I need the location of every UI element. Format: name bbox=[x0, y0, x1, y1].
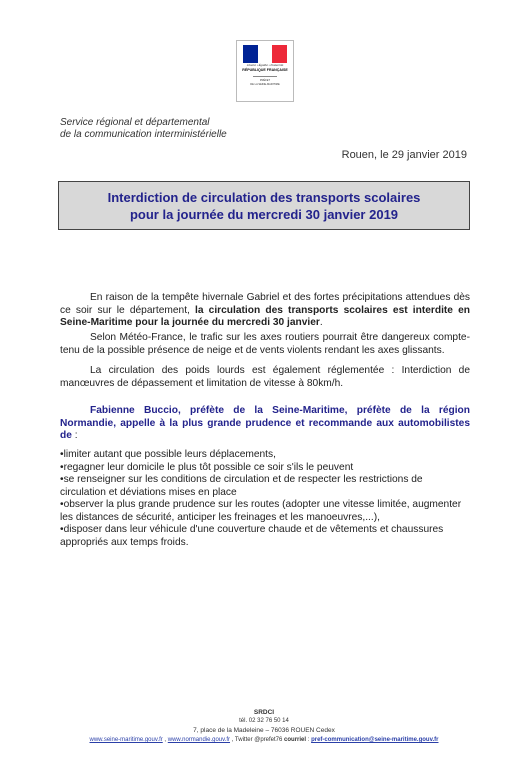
paragraph-intro bbox=[60, 292, 470, 330]
title-line1: Interdiction de circulation des transports scolaires bbox=[107, 190, 421, 205]
recommendations-list bbox=[60, 449, 470, 549]
list-item: • regagner leur domicile le plus tôt possible ce soir s'ils le peuvent bbox=[60, 462, 470, 475]
footer-address: 7, place de la Madeleine – 76036 ROUEN Cedex bbox=[193, 727, 335, 734]
footer-org: SRDCI bbox=[253, 709, 275, 716]
logo-motto: Liberté • Égalité • Fraternité bbox=[246, 63, 284, 67]
paragraph-trucks-text: La circulation des poids lourds est également réglementée : Interdiction de manœuvres de dépassement et limitation de vitesse à 80km/h. bbox=[60, 365, 470, 389]
prefecture-logo bbox=[236, 40, 294, 102]
list-item: • limiter autant que possible leurs déplacements, bbox=[60, 449, 470, 462]
footer-courriel-sep: : bbox=[306, 737, 312, 743]
list-item: • disposer dans leur véhicule d'une couverture chaude et de vêtements et chaussures appropriés aux temps froids. bbox=[60, 524, 470, 549]
paragraph-prefect-text: Fabienne Buccio, préfète de la Seine-Maritime, préfète de la région Normandie, appelle à la plus grande prudence et recommande aux automobilistes de bbox=[60, 405, 470, 441]
footer-site-link-2[interactable]: www.normandie.gouv.fr bbox=[167, 737, 231, 743]
logo-prefecture-line2: DE LA SEINE-MARITIME bbox=[250, 83, 280, 86]
logo-prefecture bbox=[237, 79, 293, 87]
paragraph-intro-end: . bbox=[319, 317, 323, 328]
paragraph-intro-bold: la circulation des transports scolaires est interdite en Seine-Maritime pour la journée du mercredi 30 janvier bbox=[60, 304, 470, 328]
press-title bbox=[58, 181, 470, 230]
list-item: • se renseigner sur les conditions de circulation et de respecter les restrictions de circulation et déviations mises en place bbox=[60, 474, 470, 499]
footer-email-link[interactable]: pref-communication@seine-maritime.gouv.fr bbox=[311, 737, 439, 743]
service-name bbox=[60, 117, 380, 141]
paragraph-trucks bbox=[60, 365, 470, 390]
paragraph-meteo bbox=[60, 332, 470, 357]
footer-contacts bbox=[0, 737, 528, 743]
logo-prefecture-line1: PRÉFET bbox=[259, 79, 271, 82]
french-flag-icon bbox=[243, 45, 287, 63]
title-line2: pour la journée du mercredi 30 janvier 2019 bbox=[129, 207, 399, 222]
service-line1: Service régional et départemental bbox=[60, 117, 210, 128]
footer-twitter: , Twitter @prefet76 bbox=[230, 737, 285, 743]
paragraph-prefect-colon: : bbox=[71, 430, 78, 441]
footer-site-link-1[interactable]: www.seine-maritime.gouv.fr bbox=[89, 737, 163, 743]
paragraph-meteo-text: Selon Météo-France, le trafic sur les axes routiers pourrait être dangereux compte-tenu de la possible présence de neige et de vents violents rendant les axes glissants. bbox=[60, 332, 470, 356]
logo-divider bbox=[253, 76, 277, 77]
list-item: • observer la plus grande prudence sur les routes (adopter une vitesse limitée, augmenter les distances de sécurité, anticiper les freinages et les manoeuvres,...), bbox=[60, 499, 470, 524]
paragraph-prefect bbox=[60, 405, 470, 443]
paragraph-intro-start: En raison de la tempête hivernale Gabriel et des fortes précipitations attendues dès ce soir sur le département, bbox=[60, 292, 470, 316]
footer-phone: tél. 02 32 76 50 14 bbox=[239, 718, 289, 724]
logo-republic: RÉPUBLIQUE FRANÇAISE bbox=[242, 68, 288, 72]
footer-sep: , bbox=[162, 737, 168, 743]
footer-courriel-label: courriel bbox=[284, 737, 307, 743]
press-date: Rouen, le 29 janvier 2019 bbox=[341, 149, 467, 161]
service-line2: de la communication interministérielle bbox=[60, 129, 227, 140]
